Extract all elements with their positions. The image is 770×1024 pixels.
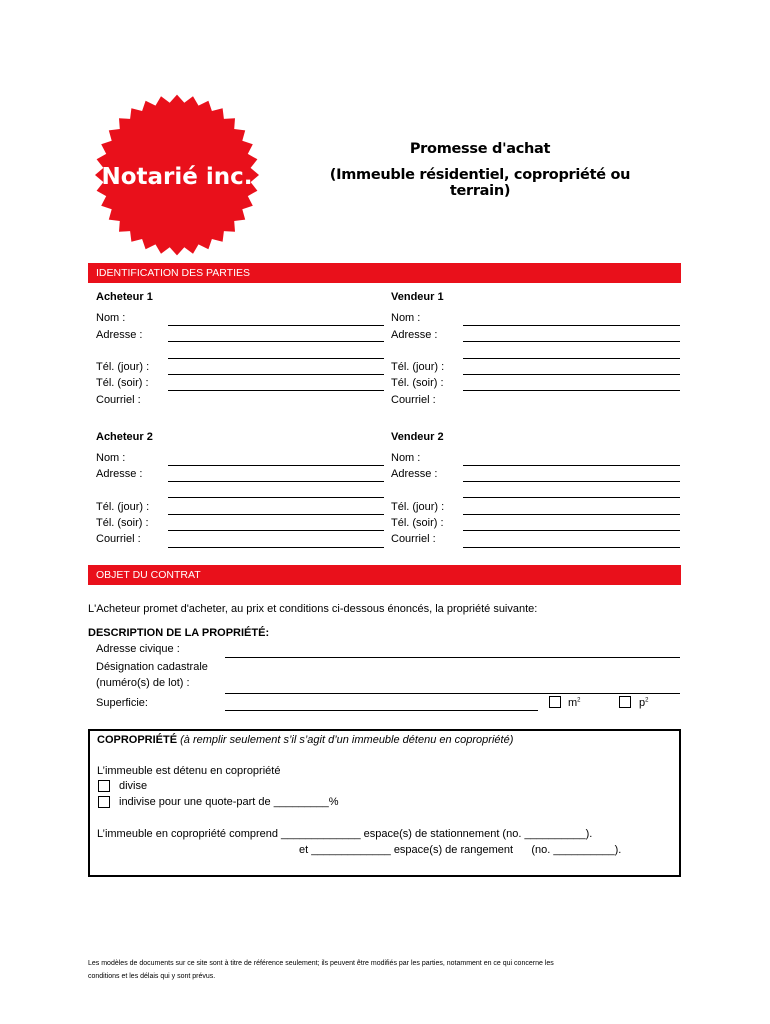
- vendeur1-nom-field[interactable]: [463, 325, 680, 326]
- numero-lot-label: (numéro(s) de lot) :: [96, 677, 190, 689]
- acheteur1-heading: Acheteur 1: [96, 291, 153, 303]
- designation-cadastrale-field[interactable]: [225, 693, 680, 694]
- acheteur1-adresse-label: Adresse :: [96, 329, 143, 341]
- description-title: DESCRIPTION DE LA PROPRIÉTÉ:: [88, 627, 270, 639]
- acheteur1-tel-soir-label: Tél. (soir) :: [96, 377, 149, 389]
- divise-label: divise: [119, 780, 148, 792]
- footer-disclaimer: [88, 957, 688, 983]
- rangement-text: et _____________ espace(s) de rangement (no. __________).: [299, 844, 622, 856]
- acheteur2-tel-soir-label: Tél. (soir) :: [96, 517, 149, 529]
- acheteur1-tel-jour-label: Tél. (jour) :: [96, 361, 150, 373]
- acheteur2-courriel-label: Courriel :: [96, 533, 141, 545]
- section-objet-header: OBJET DU CONTRAT: [88, 565, 681, 585]
- unit-m2-checkbox[interactable]: [549, 696, 561, 708]
- adresse-civique-field[interactable]: [225, 657, 680, 658]
- acheteur1-tel-jour-field[interactable]: [168, 374, 384, 375]
- designation-cadastrale-label: Désignation cadastrale: [96, 661, 208, 673]
- superficie-label: Superficie:: [96, 697, 148, 709]
- indivise-label: indivise pour une quote-part de _________%: [119, 796, 339, 808]
- vendeur1-heading: Vendeur 1: [391, 291, 444, 303]
- document-subtitle: (Immeuble résidentiel, copropriété ou terrain): [329, 167, 631, 199]
- acheteur2-adresse-label: Adresse :: [96, 468, 143, 480]
- copropriete-detenu-text: L’immeuble est détenu en copropriété: [97, 765, 281, 777]
- acheteur1-adresse-field-2[interactable]: [168, 358, 384, 359]
- vendeur2-courriel-field[interactable]: [463, 547, 680, 548]
- brand-name: Notarié inc.: [101, 164, 253, 190]
- acheteur2-courriel-field[interactable]: [168, 547, 384, 548]
- acheteur2-tel-jour-label: Tél. (jour) :: [96, 501, 150, 513]
- footer-line-2: conditions et les délais qui y sont prévus.: [88, 973, 216, 980]
- superficie-field[interactable]: [225, 710, 538, 711]
- vendeur2-adresse-field[interactable]: [463, 481, 680, 482]
- vendeur1-adresse-field-2[interactable]: [463, 358, 680, 359]
- stationnement-text: L’immeuble en copropriété comprend _____________ espace(s) de stationnement (no. __________).: [97, 828, 593, 840]
- vendeur1-nom-label: Nom :: [391, 312, 421, 324]
- vendeur2-heading: Vendeur 2: [391, 431, 444, 443]
- vendeur1-tel-soir-field[interactable]: [463, 390, 680, 391]
- vendeur2-tel-soir-field[interactable]: [463, 530, 680, 531]
- vendeur2-tel-jour-field[interactable]: [463, 514, 680, 515]
- acheteur2-heading: Acheteur 2: [96, 431, 153, 443]
- copropriete-heading: COPROPRIÉTÉ (à remplir seulement s’il s’agit d’un immeuble détenu en copropriété): [97, 734, 514, 746]
- section-identification-header: IDENTIFICATION DES PARTIES: [88, 263, 681, 283]
- vendeur2-adresse-label: Adresse :: [391, 468, 438, 480]
- acheteur2-nom-field[interactable]: [168, 465, 384, 466]
- vendeur1-tel-jour-label: Tél. (jour) :: [391, 361, 445, 373]
- acheteur2-nom-label: Nom :: [96, 452, 126, 464]
- footer-line-1: Les modèles de documents sur ce site sont à titre de référence seulement; ils peuvent être modifiés par les parties, notamment en ce qui concerne les: [88, 960, 554, 967]
- vendeur2-nom-label: Nom :: [391, 452, 421, 464]
- acheteur2-adresse-field[interactable]: [168, 481, 384, 482]
- unit-m2-label: $m^2$: [568, 697, 581, 709]
- vendeur1-courriel-label: Courriel :: [391, 394, 436, 406]
- vendeur2-courriel-label: Courriel :: [391, 533, 436, 545]
- acheteur1-nom-label: Nom :: [96, 312, 126, 324]
- acheteur2-tel-jour-field[interactable]: [168, 514, 384, 515]
- vendeur1-tel-jour-field[interactable]: [463, 374, 680, 375]
- vendeur1-tel-soir-label: Tél. (soir) :: [391, 377, 444, 389]
- acheteur1-tel-soir-field[interactable]: [168, 390, 384, 391]
- vendeur1-adresse-label: Adresse :: [391, 329, 438, 341]
- vendeur2-tel-soir-label: Tél. (soir) :: [391, 517, 444, 529]
- unit-p2-label: $p^2$: [639, 697, 649, 709]
- vendeur2-adresse-field-2[interactable]: [463, 497, 680, 498]
- acheteur1-courriel-label: Courriel :: [96, 394, 141, 406]
- acheteur2-tel-soir-field[interactable]: [168, 530, 384, 531]
- notarie-seal-logo: [88, 93, 266, 258]
- vendeur2-tel-jour-label: Tél. (jour) :: [391, 501, 445, 513]
- divise-checkbox[interactable]: [98, 780, 110, 792]
- indivise-checkbox[interactable]: [98, 796, 110, 808]
- vendeur1-adresse-field[interactable]: [463, 341, 680, 342]
- acheteur2-adresse-field-2[interactable]: [168, 497, 384, 498]
- acheteur1-adresse-field[interactable]: [168, 341, 384, 342]
- objet-intro-text: L'Acheteur promet d'acheter, au prix et conditions ci-dessous énoncés, la propriété suivante:: [88, 603, 538, 615]
- acheteur1-nom-field[interactable]: [168, 325, 384, 326]
- unit-p2-checkbox[interactable]: [619, 696, 631, 708]
- adresse-civique-label: Adresse civique :: [96, 643, 180, 655]
- document-title: Promesse d'achat: [409, 141, 551, 157]
- vendeur2-nom-field[interactable]: [463, 465, 680, 466]
